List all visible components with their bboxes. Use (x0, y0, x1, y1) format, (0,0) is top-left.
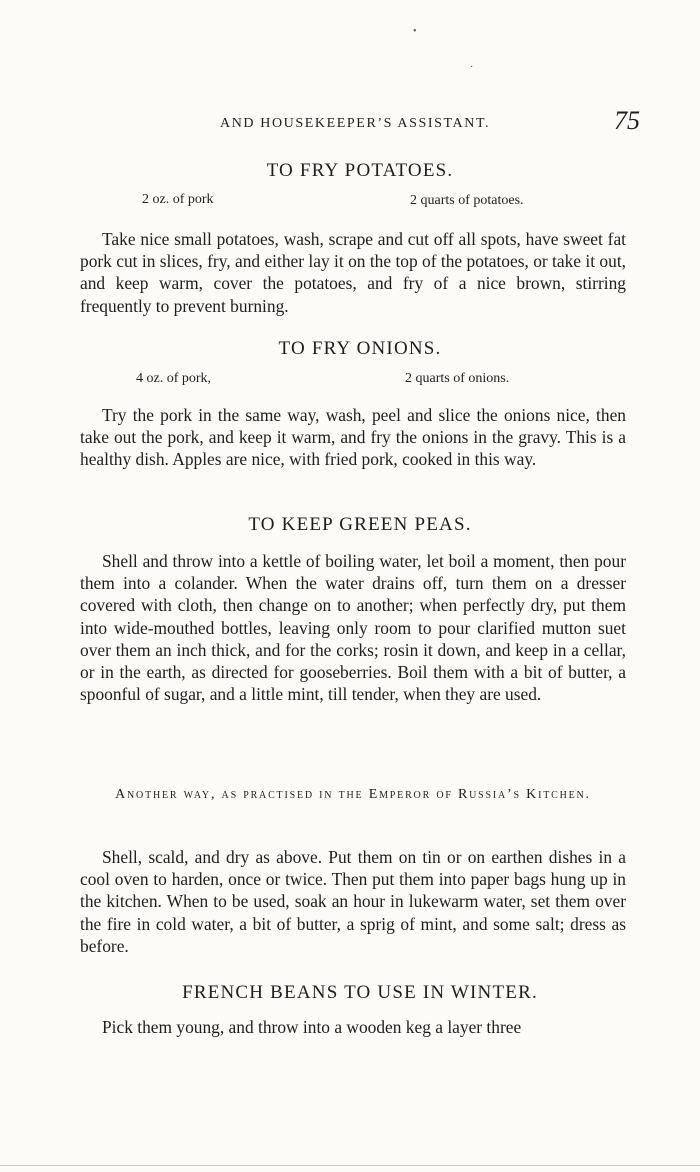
running-title: AND HOUSEKEEPER’S ASSISTANT. (220, 116, 491, 131)
ingredient-onions: 2 quarts of onions. (405, 371, 510, 386)
section-title-french-beans: FRENCH BEANS TO USE IN WINTER. (182, 982, 538, 1003)
recipe-text-fry-onions: Try the pork in the same way, wash, peel and slice the onions nice, then take out the pork, and keep it warm, and fry the onions in the gravy. This is a healthy dish. Apples are nice, with fried pork, cooked in this way. (80, 405, 626, 470)
print-speck: • (413, 26, 417, 37)
ingredient-potatoes: 2 quarts of potatoes. (410, 193, 524, 208)
page-edge (0, 1165, 700, 1172)
running-head (80, 106, 640, 144)
section-title-green-peas: TO KEEP GREEN PEAS. (248, 514, 472, 535)
section-title-another-way: Another way, as practised in the Emperor of Russia’s Kitchen. (115, 787, 591, 802)
recipe-text-fry-potatoes: Take nice small potatoes, wash, scrape and cut off all spots, have sweet fat pork cut in slices, fry, and either lay it on the top of the potatoes, or take it out, and keep warm, cover the potatoes, and fry of a nice brown, stirring frequently to prevent burning. (80, 229, 626, 316)
print-speck: · (470, 62, 474, 73)
ingredient-pork: 4 oz. of pork, (136, 371, 212, 386)
page-number: 75 (614, 106, 640, 135)
recipe-text-another-way: Shell, scald, and dry as above. Put them on tin or on earthen dishes in a cool oven to harden, once or twice. Then put them into paper bags hung up in the kitchen. When to be used, soak an hour in lukewarm water, set them over the fire in cold water, a bit of butter, a sprig of mint, and some salt; dress as before. (80, 847, 626, 956)
section-title-fry-potatoes: TO FRY POTATOES. (266, 160, 454, 181)
recipe-text-green-peas: Shell and throw into a kettle of boiling water, let boil a moment, then pour them into a colander. When the water drains off, turn them on a dresser covered with cloth, then change on to another; when perfectly dry, put them into wide-mouthed bottles, leaving only room to pour clarified mutton suet over them an inch thick, and for the corks; rosin it down, and keep in a cellar, or in the earth, as directed for gooseberries. Boil them with a bit of butter, a spoonful of sugar, and a little mint, till tender, when they are used. (80, 551, 626, 705)
recipe-text-french-beans: Pick them young, and throw into a wooden keg a layer three (102, 1017, 522, 1037)
ingredient-pork: 2 oz. of pork (142, 192, 214, 207)
section-title-fry-onions: TO FRY ONIONS. (278, 338, 442, 359)
